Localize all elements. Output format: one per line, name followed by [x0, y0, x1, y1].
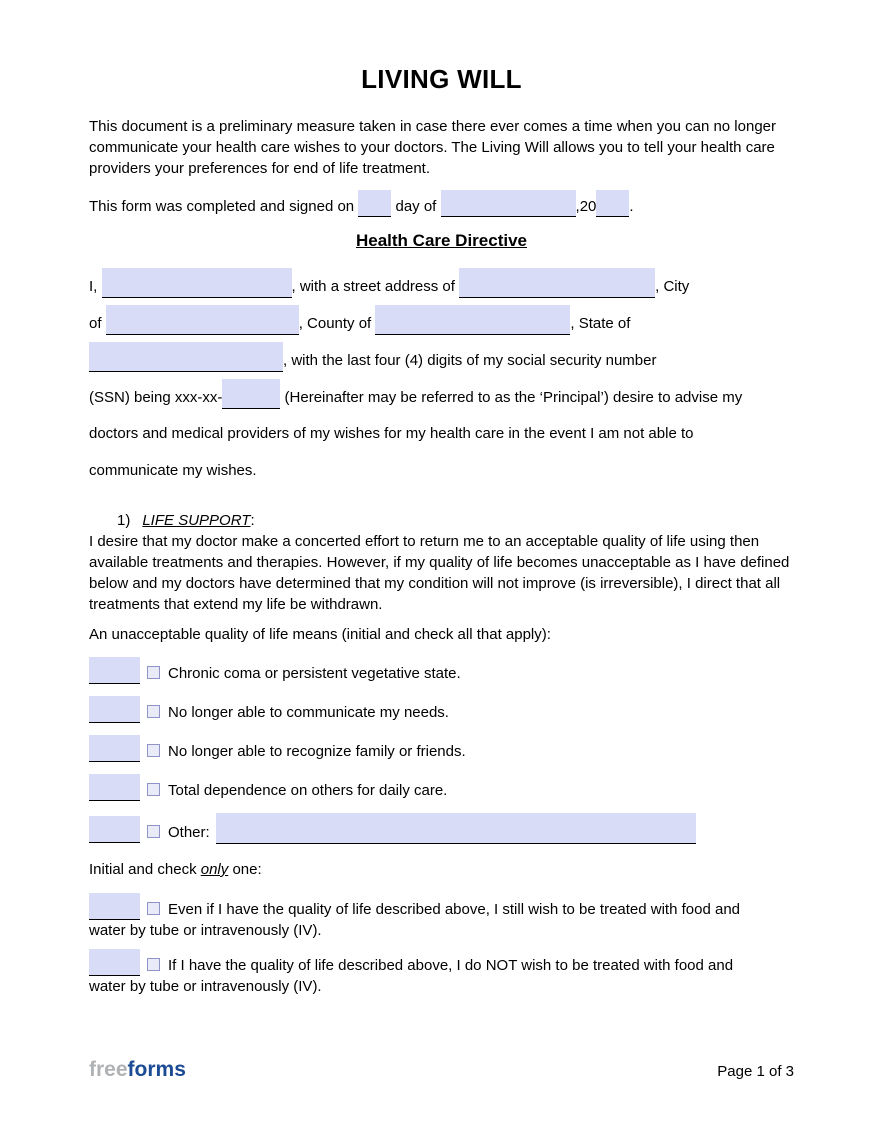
signed-line-text-1: This form was completed and signed on	[89, 198, 355, 215]
directive-line-5: doctors and medical providers of my wishes for my health care in the event I am not able to	[89, 425, 694, 442]
check-row-recognize-family	[89, 735, 794, 762]
initials-field-total-dependence[interactable]	[89, 774, 140, 801]
city-field[interactable]	[106, 305, 299, 335]
directive-line1-text-a: I,	[89, 278, 98, 295]
directive-line1-text-b: , with a street address of	[291, 278, 455, 295]
county-field[interactable]	[375, 305, 570, 335]
freeforms-logo	[89, 1058, 186, 1082]
check-item-text: If I have the quality of life described above, I do NOT wish to be treated with food and	[168, 957, 734, 974]
initials-field-recognize-family[interactable]	[89, 735, 140, 762]
other-description-field[interactable]	[216, 813, 696, 844]
signed-line-text-4: .	[629, 198, 634, 215]
checkbox-no-treatment[interactable]	[147, 958, 160, 971]
intro-paragraph: This document is a preliminary measure taken in case there ever comes a time when you can no longer communicate your health care wishes to your doctors. The Living Will allows you to tell your health care providers your preferences for end of life treatment.	[89, 118, 777, 177]
check-row-other	[89, 813, 794, 844]
check-row-total-dependence	[89, 774, 794, 801]
directive-line2-text-b: , County of	[298, 315, 372, 332]
health-care-directive-heading: Health Care Directive	[355, 231, 528, 250]
check-item-no-treatment	[89, 949, 794, 997]
check-row-communicate-needs	[89, 696, 794, 723]
logo-free-text: free	[89, 1058, 128, 1081]
checkbox-chronic-coma[interactable]	[147, 666, 160, 679]
check-item-wish-treatment	[89, 893, 794, 941]
directive-line4-text-a: (SSN) being xxx-xx-	[89, 389, 223, 406]
signed-line-text-3: ,20	[575, 198, 597, 215]
directive-line2-text-a: of	[89, 315, 102, 332]
ssn-last-four-field[interactable]	[222, 379, 280, 409]
life-support-heading	[89, 510, 794, 531]
life-support-paragraph: I desire that my doctor make a concerted effort to return me to an acceptable quality of life using then available treatments and therapies. However, if my quality of life becomes unacceptable as I have defined below and my doctors have determined that my condition will not improve (is irreversible), I direct that all treatments that extend my life be withdrawn.	[89, 533, 790, 613]
only-word: only	[200, 861, 229, 878]
directive-line3-text: , with the last four (4) digits of my social security number	[283, 352, 657, 369]
quality-of-life-intro: An unacceptable quality of life means (initial and check all that apply):	[89, 626, 551, 643]
year-field[interactable]	[596, 190, 629, 217]
initials-field-wish-treatment[interactable]	[89, 893, 140, 920]
section-title: LIFE SUPPORT	[142, 512, 251, 529]
checkbox-communicate-needs[interactable]	[147, 705, 160, 718]
check-label: No longer able to communicate my needs.	[168, 704, 449, 721]
only-intro-suffix: one:	[232, 861, 262, 878]
signed-date-line	[89, 190, 794, 217]
document-title: LIVING WILL	[361, 64, 522, 94]
directive-line-1	[89, 268, 794, 298]
check-label: Chronic coma or persistent vegetative state.	[168, 665, 461, 682]
initials-field-no-treatment[interactable]	[89, 949, 140, 976]
check-label: Total dependence on others for daily care.	[168, 782, 448, 799]
checkbox-recognize-family[interactable]	[147, 744, 160, 757]
check-item-text: water by tube or intravenously (IV).	[89, 978, 322, 995]
directive-line2-text-c: , State of	[570, 315, 631, 332]
directive-line-6: communicate my wishes.	[89, 462, 257, 479]
street-address-field[interactable]	[459, 268, 655, 298]
checkbox-total-dependence[interactable]	[147, 783, 160, 796]
check-label: Other:	[168, 824, 210, 841]
state-field[interactable]	[89, 342, 283, 372]
initials-field-chronic-coma[interactable]	[89, 657, 140, 684]
initials-field-communicate-needs[interactable]	[89, 696, 140, 723]
check-item-text: Even if I have the quality of life described above, I still wish to be treated with food and	[168, 901, 740, 918]
signed-line-text-2: day of	[395, 198, 437, 215]
page-footer	[89, 1058, 794, 1082]
section-number: 1)	[117, 512, 131, 529]
checkbox-other[interactable]	[147, 825, 160, 838]
check-row-chronic-coma	[89, 657, 794, 684]
directive-line-2	[89, 305, 794, 335]
directive-line1-text-c: , City	[655, 278, 690, 295]
directive-line-3	[89, 342, 794, 372]
month-field[interactable]	[441, 190, 576, 217]
day-field[interactable]	[358, 190, 391, 217]
checkbox-wish-treatment[interactable]	[147, 902, 160, 915]
initials-field-other[interactable]	[89, 816, 140, 843]
directive-line4-text-b: (Hereinafter may be referred to as the ‘Principal’) desire to advise my	[284, 389, 743, 406]
only-intro-prefix: Initial and check	[89, 861, 197, 878]
page-number: Page 1 of 3	[717, 1063, 794, 1080]
check-label: No longer able to recognize family or friends.	[168, 743, 466, 760]
initial-one-intro	[89, 859, 794, 880]
section-colon: :	[250, 512, 255, 529]
principal-name-field[interactable]	[102, 268, 292, 298]
logo-forms-text: forms	[127, 1058, 186, 1081]
check-item-text: water by tube or intravenously (IV).	[89, 922, 322, 939]
directive-line-4	[89, 379, 794, 409]
